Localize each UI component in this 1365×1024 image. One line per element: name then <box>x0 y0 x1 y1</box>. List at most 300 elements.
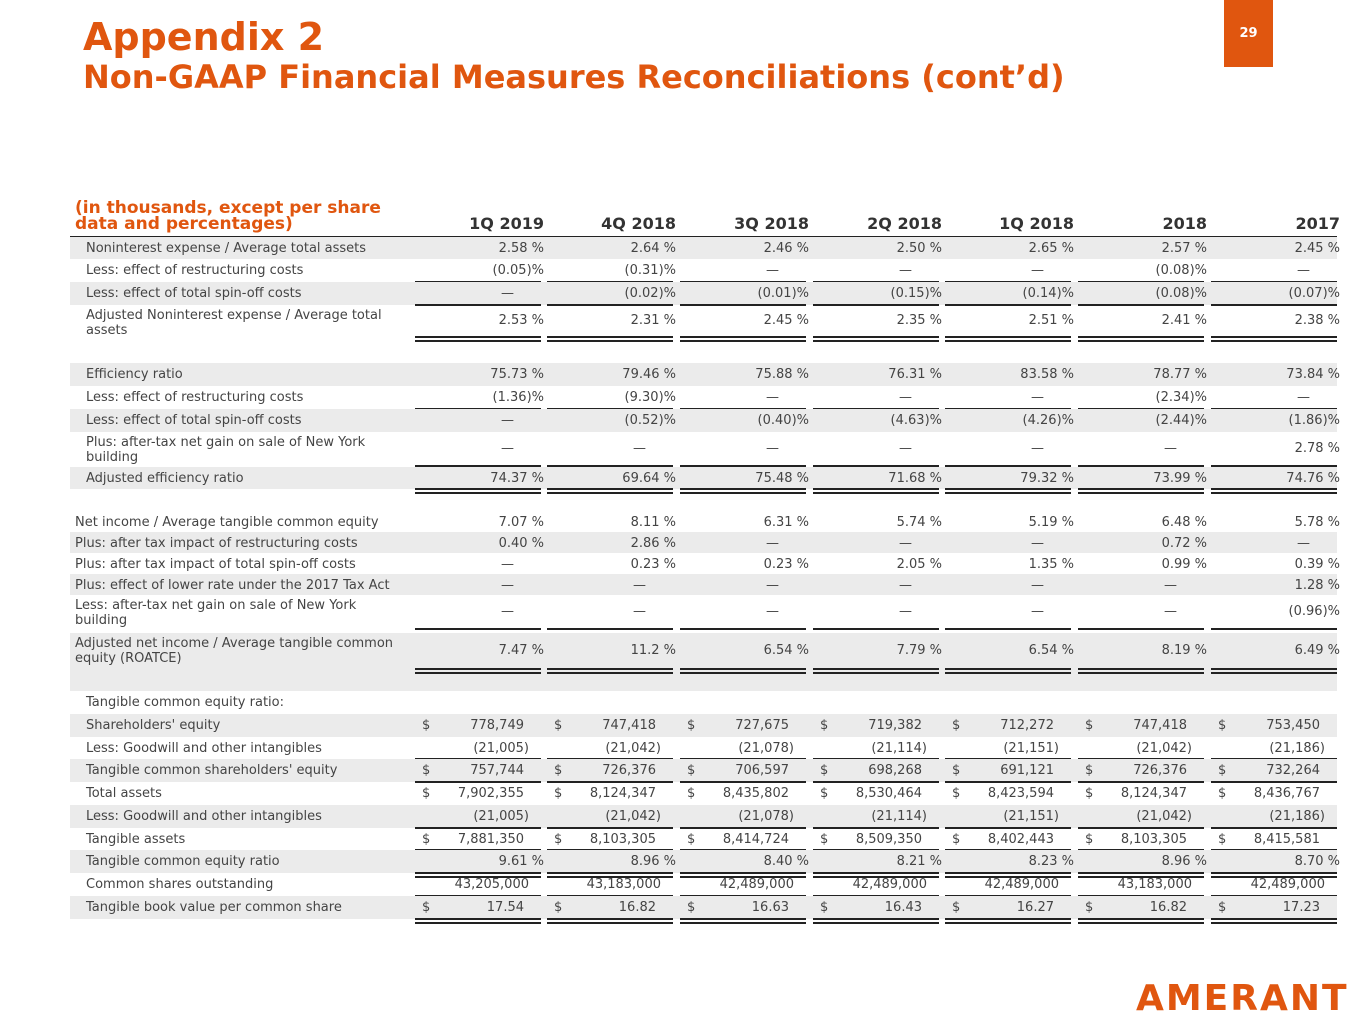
row-value <box>416 413 544 428</box>
value-text: (2.34)% <box>1155 390 1207 405</box>
table-row <box>70 873 1337 896</box>
row-value <box>1079 741 1207 756</box>
currency-symbol: $ <box>422 786 431 801</box>
row-label: Tangible common equity ratio: <box>86 695 284 710</box>
value-text: 73.84 % <box>1286 367 1340 382</box>
row-value <box>416 643 544 658</box>
currency-symbol: $ <box>687 900 696 915</box>
currency-symbol: $ <box>820 900 829 915</box>
row-value <box>1212 900 1340 915</box>
currency-symbol: $ <box>1085 718 1094 733</box>
row-value <box>548 557 676 572</box>
row-value <box>548 515 676 530</box>
row-value <box>548 643 676 658</box>
row-label: Less: effect of total spin-off costs <box>86 413 302 428</box>
row-value <box>814 809 942 824</box>
row-label: Adjusted net income / Average tangible common equity (ROATCE) <box>75 636 394 666</box>
value-text: 8,530,464 <box>855 786 922 801</box>
currency-symbol: $ <box>1218 900 1227 915</box>
row-value <box>1212 786 1340 801</box>
value-text: 2.51 % <box>1028 313 1074 328</box>
total-double-rule <box>1078 336 1204 342</box>
row-value <box>548 536 676 551</box>
row-label: Adjusted Noninterest expense / Average total assets <box>86 308 382 338</box>
value-text: 8.96 % <box>630 854 676 869</box>
row-value <box>1212 471 1340 486</box>
value-text: (0.08)% <box>1155 286 1207 301</box>
currency-symbol: $ <box>820 832 829 847</box>
value-text: 42,489,000 <box>719 877 794 892</box>
row-value <box>1212 741 1340 756</box>
row-value <box>548 286 676 301</box>
row-label: Net income / Average tangible common equity <box>75 515 379 530</box>
total-double-rule <box>1211 918 1337 924</box>
value-text: (0.14)% <box>1022 286 1074 301</box>
row-value <box>416 471 544 486</box>
table-row <box>70 467 1340 489</box>
value-text: — <box>1031 390 1044 405</box>
value-text: 74.76 % <box>1286 471 1340 486</box>
row-value <box>946 413 1074 428</box>
value-text: 8,423,594 <box>987 786 1054 801</box>
row-value <box>681 877 809 892</box>
value-text: 8.19 % <box>1161 643 1207 658</box>
row-value <box>416 578 544 593</box>
value-text: 8,124,347 <box>1120 786 1187 801</box>
row-value <box>548 854 676 869</box>
row-value <box>1212 367 1340 382</box>
row-label: Plus: after-tax net gain on sale of New York building <box>86 435 366 465</box>
value-text: (0.07)% <box>1288 286 1340 301</box>
subtotal-rule <box>547 628 673 630</box>
value-text: (21,078) <box>738 741 794 756</box>
row-value <box>946 832 1074 847</box>
total-double-rule <box>680 668 806 674</box>
row-value <box>1212 557 1340 572</box>
value-text: 75.73 % <box>490 367 544 382</box>
value-text: — <box>1164 604 1177 619</box>
subtotal-rule <box>415 628 541 630</box>
row-value <box>548 390 676 405</box>
value-text: 9.61 % <box>498 854 544 869</box>
row-value <box>548 471 676 486</box>
value-text: (21,151) <box>1003 809 1059 824</box>
row-value <box>681 854 809 869</box>
row-value <box>416 900 544 915</box>
row-value <box>1212 832 1340 847</box>
currency-symbol: $ <box>687 786 696 801</box>
value-text: (0.15)% <box>890 286 942 301</box>
row-value <box>416 286 544 301</box>
row-value <box>548 718 676 733</box>
value-text: — <box>501 441 514 456</box>
value-text: 43,205,000 <box>454 877 529 892</box>
value-text: (4.26)% <box>1022 413 1074 428</box>
value-text: (21,042) <box>605 741 661 756</box>
row-value <box>416 763 544 778</box>
value-text: (1.36)% <box>492 390 544 405</box>
row-label: Noninterest expense / Average total assets <box>86 241 367 256</box>
row-value <box>814 900 942 915</box>
row-value <box>548 263 676 278</box>
row-value <box>1212 413 1340 428</box>
row-value <box>946 578 1074 593</box>
row-value <box>548 604 676 619</box>
row-value <box>416 390 544 405</box>
row-label: Plus: after tax impact of total spin-off costs <box>75 557 356 572</box>
table-row <box>70 782 1337 805</box>
row-value <box>548 832 676 847</box>
row-value <box>681 515 809 530</box>
row-label: Less: effect of total spin-off costs <box>86 286 302 301</box>
row-value <box>946 313 1074 328</box>
row-value <box>946 441 1074 456</box>
value-text: — <box>501 413 514 428</box>
row-value <box>814 604 942 619</box>
row-value <box>1079 557 1207 572</box>
total-double-rule <box>813 668 939 674</box>
value-text: 2.58 % <box>498 241 544 256</box>
value-text: 42,489,000 <box>984 877 1059 892</box>
row-value <box>1079 367 1207 382</box>
value-text: 73.99 % <box>1153 471 1207 486</box>
row-value <box>681 643 809 658</box>
value-text: 726,376 <box>602 763 656 778</box>
value-text: — <box>766 263 779 278</box>
row-value <box>1079 809 1207 824</box>
row-value <box>1079 313 1207 328</box>
column-header: 2Q 2018 <box>867 214 942 233</box>
row-value <box>946 241 1074 256</box>
row-value <box>946 900 1074 915</box>
currency-symbol: $ <box>687 832 696 847</box>
row-value <box>681 413 809 428</box>
currency-symbol: $ <box>1218 786 1227 801</box>
value-text: — <box>633 578 646 593</box>
table-row <box>70 553 1340 574</box>
row-value <box>1212 809 1340 824</box>
row-value <box>416 604 544 619</box>
row-label: Less: Goodwill and other intangibles <box>86 741 322 756</box>
value-text: 0.72 % <box>1161 536 1207 551</box>
total-double-rule <box>415 668 541 674</box>
value-text: 5.74 % <box>896 515 942 530</box>
value-text: 17.54 <box>486 900 524 915</box>
row-label: Plus: after tax impact of restructuring costs <box>75 536 358 551</box>
value-text: (0.02)% <box>624 286 676 301</box>
value-text: 17.23 <box>1282 900 1320 915</box>
column-header: 2018 <box>1162 214 1207 233</box>
row-value <box>814 854 942 869</box>
value-text: 2.46 % <box>763 241 809 256</box>
value-text: 2.53 % <box>498 313 544 328</box>
row-value <box>1212 877 1340 892</box>
row-value <box>416 367 544 382</box>
total-double-rule <box>813 918 939 924</box>
table-row <box>70 714 1337 737</box>
row-value <box>946 763 1074 778</box>
row-value <box>681 604 809 619</box>
value-text: — <box>899 441 912 456</box>
row-label: Shareholders' equity <box>86 718 221 733</box>
table-row <box>70 386 1337 409</box>
row-value <box>1079 832 1207 847</box>
value-text: 2.64 % <box>630 241 676 256</box>
row-value <box>814 286 942 301</box>
row-value <box>814 441 942 456</box>
column-header: 2017 <box>1295 214 1340 233</box>
total-double-rule <box>680 488 806 494</box>
total-double-rule <box>415 488 541 494</box>
value-text: — <box>1031 263 1044 278</box>
value-text: 43,183,000 <box>1117 877 1192 892</box>
currency-symbol: $ <box>952 718 961 733</box>
value-text: 6.54 % <box>763 643 809 658</box>
row-value <box>416 832 544 847</box>
row-value <box>681 900 809 915</box>
value-text: — <box>501 604 514 619</box>
row-value <box>681 809 809 824</box>
column-header: 4Q 2018 <box>601 214 676 233</box>
row-value <box>1079 900 1207 915</box>
total-double-rule <box>945 668 1071 674</box>
row-value <box>1079 718 1207 733</box>
value-text: 2.38 % <box>1294 313 1340 328</box>
currency-symbol: $ <box>422 718 431 733</box>
page-number: 29 <box>1239 26 1258 41</box>
row-label: Less: after-tax net gain on sale of New York building <box>75 598 357 628</box>
value-text: (0.31)% <box>624 263 676 278</box>
total-double-rule <box>1078 668 1204 674</box>
row-value <box>814 536 942 551</box>
value-text: — <box>501 286 514 301</box>
subtotal-rule <box>1211 628 1337 630</box>
value-text: 16.82 <box>618 900 656 915</box>
row-value <box>814 763 942 778</box>
currency-symbol: $ <box>687 718 696 733</box>
row-value <box>1212 578 1340 593</box>
value-text: 8.11 % <box>630 515 676 530</box>
value-text: (21,186) <box>1269 741 1325 756</box>
value-text: 8,436,767 <box>1253 786 1320 801</box>
row-value <box>946 877 1074 892</box>
row-value <box>814 263 942 278</box>
value-text: 2.41 % <box>1161 313 1207 328</box>
subtotal-rule <box>813 628 939 630</box>
table-row <box>70 409 1340 432</box>
value-text: 6.31 % <box>763 515 809 530</box>
currency-symbol: $ <box>820 763 829 778</box>
row-value <box>946 471 1074 486</box>
row-value <box>1212 313 1340 328</box>
row-value <box>681 578 809 593</box>
value-text: (21,078) <box>738 809 794 824</box>
value-text: — <box>1031 604 1044 619</box>
value-text: 8,435,802 <box>722 786 789 801</box>
row-label: Tangible common shareholders' equity <box>86 763 338 778</box>
row-value <box>814 313 942 328</box>
value-text: 8.96 % <box>1161 854 1207 869</box>
value-text: 11.2 % <box>630 643 676 658</box>
value-text: 719,382 <box>868 718 922 733</box>
row-value <box>548 786 676 801</box>
value-text: 8,509,350 <box>855 832 922 847</box>
value-text: 6.54 % <box>1028 643 1074 658</box>
table-row <box>70 805 1337 828</box>
subtotal-rule <box>945 628 1071 630</box>
value-text: 0.99 % <box>1161 557 1207 572</box>
currency-symbol: $ <box>687 763 696 778</box>
value-text: — <box>501 557 514 572</box>
row-value <box>548 241 676 256</box>
row-value <box>1079 578 1207 593</box>
value-text: 8,103,305 <box>1120 832 1187 847</box>
value-text: — <box>1297 390 1310 405</box>
currency-symbol: $ <box>422 900 431 915</box>
row-value <box>814 557 942 572</box>
value-text: 2.78 % <box>1294 441 1340 456</box>
row-value <box>946 809 1074 824</box>
value-text: (21,042) <box>605 809 661 824</box>
row-label: Tangible assets <box>86 832 186 847</box>
table-row <box>70 432 1340 466</box>
value-text: — <box>1164 578 1177 593</box>
value-text: (0.01)% <box>757 286 809 301</box>
value-text: (0.96)% <box>1288 604 1340 619</box>
total-double-rule <box>813 488 939 494</box>
value-text: 2.57 % <box>1161 241 1207 256</box>
currency-symbol: $ <box>1085 786 1094 801</box>
value-text: 7.79 % <box>896 643 942 658</box>
table-row <box>70 511 1340 532</box>
row-value <box>681 313 809 328</box>
value-text: 7.47 % <box>498 643 544 658</box>
table-row <box>70 595 1340 629</box>
value-text: (21,005) <box>473 741 529 756</box>
value-text: 16.27 <box>1016 900 1054 915</box>
row-value <box>1079 441 1207 456</box>
row-value <box>814 718 942 733</box>
value-text: 2.65 % <box>1028 241 1074 256</box>
row-value <box>1212 763 1340 778</box>
currency-symbol: $ <box>1218 832 1227 847</box>
row-value <box>416 241 544 256</box>
total-double-rule <box>945 336 1071 342</box>
total-double-rule <box>945 918 1071 924</box>
row-value <box>946 557 1074 572</box>
row-value <box>1079 877 1207 892</box>
value-text: 16.63 <box>751 900 789 915</box>
row-value <box>681 263 809 278</box>
row-value <box>548 741 676 756</box>
row-value <box>681 763 809 778</box>
currency-symbol: $ <box>1085 832 1094 847</box>
row-value <box>548 877 676 892</box>
row-value <box>1079 515 1207 530</box>
row-value <box>681 557 809 572</box>
value-text: — <box>766 441 779 456</box>
value-text: 43,183,000 <box>586 877 661 892</box>
currency-symbol: $ <box>1085 900 1094 915</box>
row-value <box>416 441 544 456</box>
value-text: 2.35 % <box>896 313 942 328</box>
row-value <box>548 367 676 382</box>
row-value <box>1079 854 1207 869</box>
value-text: — <box>1031 578 1044 593</box>
value-text: — <box>633 441 646 456</box>
value-text: (21,042) <box>1136 741 1192 756</box>
value-text: 8.70 % <box>1294 854 1340 869</box>
row-label: Tangible book value per common share <box>86 900 342 915</box>
total-double-rule <box>1078 488 1204 494</box>
row-value <box>681 441 809 456</box>
row-value <box>681 832 809 847</box>
row-value <box>946 786 1074 801</box>
value-text: (21,005) <box>473 809 529 824</box>
row-value <box>681 367 809 382</box>
value-text: 42,489,000 <box>852 877 927 892</box>
total-double-rule <box>415 336 541 342</box>
logo-text: AMERANT <box>1136 978 1349 1014</box>
row-value <box>681 286 809 301</box>
page-title: Appendix 2 <box>83 15 325 59</box>
table-row <box>70 759 1337 782</box>
total-double-rule <box>547 918 673 924</box>
total-double-rule <box>945 488 1071 494</box>
row-label: Less: Goodwill and other intangibles <box>86 809 322 824</box>
total-double-rule <box>547 668 673 674</box>
row-value <box>814 390 942 405</box>
row-value <box>548 809 676 824</box>
column-header: 1Q 2018 <box>999 214 1074 233</box>
table-row <box>70 237 1340 259</box>
table-row <box>70 633 1340 669</box>
value-text: 2.31 % <box>630 313 676 328</box>
row-value <box>681 471 809 486</box>
value-text: 698,268 <box>868 763 922 778</box>
table-row <box>70 691 1337 714</box>
value-text: — <box>899 390 912 405</box>
row-value <box>416 536 544 551</box>
table-row <box>70 850 1340 873</box>
total-double-rule <box>415 918 541 924</box>
value-text: 83.58 % <box>1020 367 1074 382</box>
value-text: — <box>633 604 646 619</box>
row-value <box>814 413 942 428</box>
total-double-rule <box>547 488 673 494</box>
row-value <box>946 367 1074 382</box>
value-text: (2.44)% <box>1155 413 1207 428</box>
value-text: (0.08)% <box>1155 263 1207 278</box>
row-value <box>814 877 942 892</box>
subtotal-rule <box>680 628 806 630</box>
row-value <box>814 741 942 756</box>
row-value <box>681 241 809 256</box>
row-value <box>416 854 544 869</box>
value-text: — <box>766 578 779 593</box>
row-value <box>814 832 942 847</box>
value-text: — <box>766 390 779 405</box>
row-value <box>416 557 544 572</box>
value-text: (21,151) <box>1003 741 1059 756</box>
value-text: — <box>766 536 779 551</box>
total-double-rule <box>813 336 939 342</box>
row-value <box>1079 643 1207 658</box>
row-value <box>548 413 676 428</box>
currency-symbol: $ <box>554 832 563 847</box>
row-value <box>1212 854 1340 869</box>
column-header: 3Q 2018 <box>734 214 809 233</box>
